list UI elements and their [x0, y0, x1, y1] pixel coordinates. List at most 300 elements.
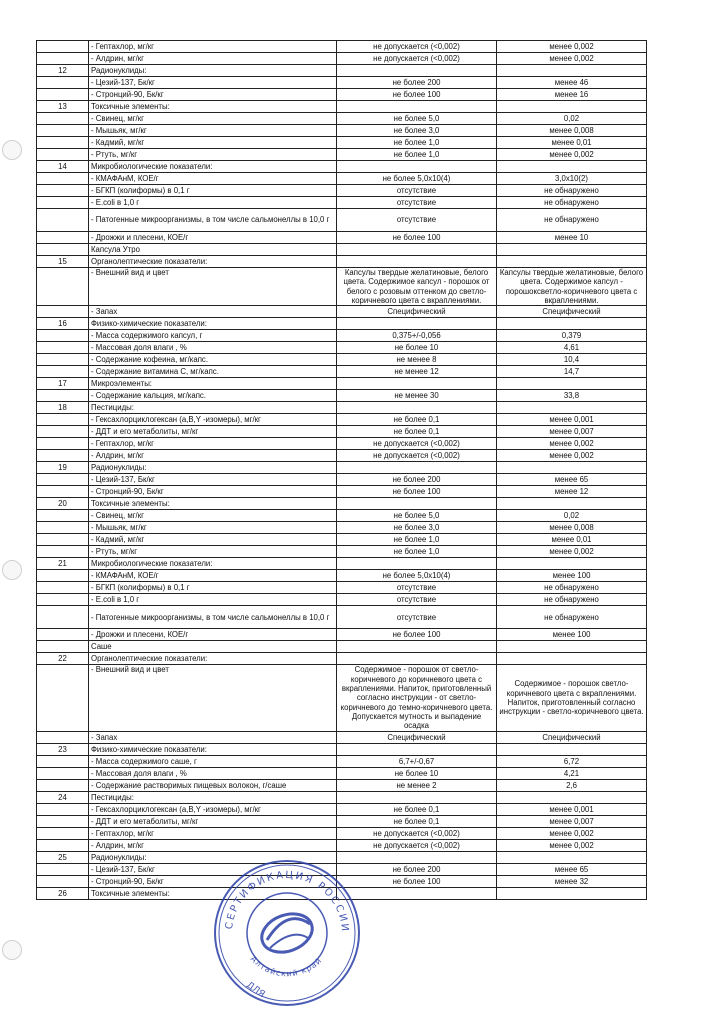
norm-value: отсутствие — [337, 594, 497, 606]
actual-value: менее 12 — [497, 486, 647, 498]
indicator-name: - Свинец, мг/кг — [89, 510, 337, 522]
stamp-bottom-text: Алтайский край — [248, 954, 324, 979]
norm-value — [337, 641, 497, 653]
indicator-name: - Дрожжи и плесени, КОЕ/г — [89, 629, 337, 641]
indicator-name: - Внешний вид и цвет — [89, 665, 337, 731]
section-title: Микроэлементы: — [89, 378, 337, 390]
row-number — [37, 77, 89, 89]
norm-value: не более 100 — [337, 232, 497, 244]
actual-value: менее 10 — [497, 232, 647, 244]
section-row — [37, 101, 647, 113]
norm-value — [337, 244, 497, 256]
result-row — [37, 731, 647, 743]
row-number — [37, 41, 89, 53]
norm-value: не менее 2 — [337, 779, 497, 791]
indicator-name: - БГКП (колиформы) в 0,1 г — [89, 582, 337, 594]
section-title: Саше — [89, 641, 337, 653]
row-number: 17 — [37, 378, 89, 390]
result-row — [37, 366, 647, 378]
result-row — [37, 450, 647, 462]
indicator-name: - КМАФАнМ, КОЕ/г — [89, 570, 337, 582]
section-row — [37, 402, 647, 414]
norm-value — [337, 653, 497, 665]
row-number — [37, 546, 89, 558]
norm-value: не более 100 — [337, 89, 497, 101]
result-row — [37, 582, 647, 594]
actual-value: менее 0,007 — [497, 815, 647, 827]
norm-value: отсутствие — [337, 606, 497, 629]
indicator-name: - Гептахлор, мг/кг — [89, 41, 337, 53]
norm-value — [337, 256, 497, 268]
row-number — [37, 414, 89, 426]
row-number — [37, 815, 89, 827]
row-number: 21 — [37, 558, 89, 570]
row-number — [37, 510, 89, 522]
result-row — [37, 767, 647, 779]
section-row — [37, 65, 647, 77]
norm-value — [337, 462, 497, 474]
row-number — [37, 731, 89, 743]
section-row — [37, 318, 647, 330]
result-row — [37, 113, 647, 125]
indicator-name: - Содержание кофеина, мг/капс. — [89, 354, 337, 366]
actual-value: 3,0х10(2) — [497, 173, 647, 185]
section-title: Физико-химические показатели: — [89, 318, 337, 330]
norm-value: не допускается (<0,002) — [337, 450, 497, 462]
section-row — [37, 244, 647, 256]
result-row — [37, 197, 647, 209]
indicator-name: - ДДТ и его метаболиты, мг/кг — [89, 426, 337, 438]
norm-value: не менее 12 — [337, 366, 497, 378]
indicator-name: - Гексахлорциклогексан (a,B,Y -изомеры), мг/кг — [89, 803, 337, 815]
norm-value: не более 1,0 — [337, 137, 497, 149]
indicator-name: - Содержание кальция, мг/капс. — [89, 390, 337, 402]
indicator-name: - Стронций-90, Бк/кг — [89, 486, 337, 498]
punch-holes — [2, 0, 22, 1024]
row-number — [37, 827, 89, 839]
actual-value: менее 0,008 — [497, 125, 647, 137]
section-row — [37, 378, 647, 390]
section-title: Токсичные элементы: — [89, 101, 337, 113]
actual-value: менее 0,002 — [497, 438, 647, 450]
indicator-name: - Ртуть, мг/кг — [89, 149, 337, 161]
result-row — [37, 755, 647, 767]
row-number — [37, 438, 89, 450]
row-number — [37, 354, 89, 366]
actual-value: 14,7 — [497, 366, 647, 378]
result-row — [37, 827, 647, 839]
actual-value: 6,72 — [497, 755, 647, 767]
indicator-name: - Массовая доля влаги , % — [89, 767, 337, 779]
indicator-name: - Дрожжи и плесени, КОЕ/г — [89, 232, 337, 244]
result-row — [37, 125, 647, 137]
norm-value: не более 200 — [337, 474, 497, 486]
result-row — [37, 149, 647, 161]
row-number — [37, 450, 89, 462]
section-row — [37, 462, 647, 474]
row-number: 26 — [37, 887, 89, 899]
row-number — [37, 244, 89, 256]
row-number: 19 — [37, 462, 89, 474]
indicator-name: - Запах — [89, 306, 337, 318]
actual-value: 0,02 — [497, 510, 647, 522]
result-row — [37, 629, 647, 641]
norm-value — [337, 101, 497, 113]
actual-value: 4,61 — [497, 342, 647, 354]
actual-value: 0,379 — [497, 330, 647, 342]
row-number — [37, 390, 89, 402]
norm-value: не менее 30 — [337, 390, 497, 402]
result-row — [37, 815, 647, 827]
norm-value: не более 100 — [337, 629, 497, 641]
section-row — [37, 558, 647, 570]
indicator-name: - Гептахлор, мг/кг — [89, 827, 337, 839]
actual-value: менее 0,002 — [497, 149, 647, 161]
norm-value: отсутствие — [337, 209, 497, 232]
indicator-name: - Массовая доля влаги , % — [89, 342, 337, 354]
row-number — [37, 149, 89, 161]
actual-value: не обнаружено — [497, 606, 647, 629]
row-number — [37, 53, 89, 65]
row-number — [37, 755, 89, 767]
section-row — [37, 743, 647, 755]
row-number: 14 — [37, 161, 89, 173]
row-number — [37, 342, 89, 354]
actual-value: не обнаружено — [497, 185, 647, 197]
row-number — [37, 839, 89, 851]
actual-value: не обнаружено — [497, 197, 647, 209]
norm-value: отсутствие — [337, 582, 497, 594]
section-title: Радионуклиды: — [89, 851, 337, 863]
result-row — [37, 173, 647, 185]
punch-hole — [2, 560, 22, 580]
result-row — [37, 803, 647, 815]
indicator-name: - Кадмий, мг/кг — [89, 534, 337, 546]
actual-value: менее 0,002 — [497, 41, 647, 53]
indicator-name: - Мышьяк, мг/кг — [89, 125, 337, 137]
result-row — [37, 414, 647, 426]
actual-value: не обнаружено — [497, 582, 647, 594]
result-row — [37, 137, 647, 149]
actual-value: 33,8 — [497, 390, 647, 402]
row-number — [37, 641, 89, 653]
result-row — [37, 534, 647, 546]
section-row — [37, 498, 647, 510]
row-number — [37, 209, 89, 232]
row-number — [37, 306, 89, 318]
result-row — [37, 77, 647, 89]
punch-hole — [2, 140, 22, 160]
section-title: Радионуклиды: — [89, 65, 337, 77]
test-results-table — [36, 40, 647, 900]
result-row — [37, 570, 647, 582]
actual-value: менее 65 — [497, 863, 647, 875]
indicator-name: - Патогенные микроорганизмы, в том числе сальмонеллы в 10,0 г — [89, 209, 337, 232]
row-number — [37, 366, 89, 378]
norm-value: не менее 8 — [337, 354, 497, 366]
indicator-name: - Гептахлор, мг/кг — [89, 438, 337, 450]
actual-value: менее 0,001 — [497, 414, 647, 426]
section-title: Пестициды: — [89, 791, 337, 803]
row-number — [37, 779, 89, 791]
actual-value — [497, 402, 647, 414]
indicator-name: - БГКП (колиформы) в 0,1 г — [89, 185, 337, 197]
row-number: 15 — [37, 256, 89, 268]
norm-value: не более 0,1 — [337, 426, 497, 438]
actual-value: менее 16 — [497, 89, 647, 101]
actual-value: менее 0,002 — [497, 827, 647, 839]
result-row — [37, 209, 647, 232]
actual-value — [497, 161, 647, 173]
actual-value — [497, 65, 647, 77]
norm-value: не допускается (<0,002) — [337, 41, 497, 53]
indicator-name: - Стронций-90, Бк/кг — [89, 89, 337, 101]
result-row — [37, 390, 647, 402]
row-number: 22 — [37, 653, 89, 665]
actual-value — [497, 101, 647, 113]
norm-value: не допускается (<0,002) — [337, 53, 497, 65]
section-title: Токсичные элементы: — [89, 498, 337, 510]
result-row — [37, 306, 647, 318]
actual-value — [497, 498, 647, 510]
result-row — [37, 89, 647, 101]
row-number: 16 — [37, 318, 89, 330]
indicator-name: - Внешний вид и цвет — [89, 268, 337, 306]
indicator-name: - E.coli в 1,0 г — [89, 594, 337, 606]
norm-value: отсутствие — [337, 197, 497, 209]
actual-value: менее 65 — [497, 474, 647, 486]
row-number — [37, 113, 89, 125]
norm-value: не допускается (<0,002) — [337, 839, 497, 851]
row-number — [37, 185, 89, 197]
row-number — [37, 89, 89, 101]
actual-value: не обнаружено — [497, 594, 647, 606]
norm-value: не более 100 — [337, 875, 497, 887]
row-number — [37, 534, 89, 546]
indicator-name: - Содержание растворимых пищевых волокон, г/саше — [89, 779, 337, 791]
row-number — [37, 767, 89, 779]
result-row — [37, 779, 647, 791]
norm-value: не допускается (<0,002) — [337, 827, 497, 839]
stamp-side-text: ДЛЯ — [244, 980, 267, 1000]
norm-value: не более 5,0х10(4) — [337, 570, 497, 582]
actual-value — [497, 887, 647, 899]
actual-value: не обнаружено — [497, 209, 647, 232]
actual-value — [497, 462, 647, 474]
result-row — [37, 342, 647, 354]
result-row — [37, 41, 647, 53]
result-row — [37, 665, 647, 731]
result-row — [37, 185, 647, 197]
row-number — [37, 426, 89, 438]
norm-value: не более 3,0 — [337, 125, 497, 137]
indicator-name: - Патогенные микроорганизмы, в том числе сальмонеллы в 10,0 г — [89, 606, 337, 629]
actual-value: 4,21 — [497, 767, 647, 779]
actual-value: менее 0,007 — [497, 426, 647, 438]
section-title: Радионуклиды: — [89, 462, 337, 474]
actual-value — [497, 791, 647, 803]
row-number — [37, 125, 89, 137]
indicator-name: - Гексахлорциклогексан (a,B,Y -изомеры), мг/кг — [89, 414, 337, 426]
norm-value: не допускается (<0,002) — [337, 438, 497, 450]
actual-value — [497, 244, 647, 256]
actual-value — [497, 653, 647, 665]
norm-value: не более 1,0 — [337, 149, 497, 161]
norm-value: Специфический — [337, 306, 497, 318]
indicator-name: - Цезий-137, Бк/кг — [89, 474, 337, 486]
row-number: 23 — [37, 743, 89, 755]
actual-value — [497, 256, 647, 268]
certification-stamp — [212, 858, 362, 1008]
norm-value: не более 0,1 — [337, 815, 497, 827]
norm-value — [337, 743, 497, 755]
actual-value: Капсулы твердые желатиновые, белого цвета. Содержимое капсул - порошоксветло-коричневого цвета с вкраплениями. — [497, 268, 647, 306]
row-number: 24 — [37, 791, 89, 803]
section-title: Пестициды: — [89, 402, 337, 414]
norm-value: не более 1,0 — [337, 546, 497, 558]
result-row — [37, 474, 647, 486]
actual-value: менее 0,002 — [497, 450, 647, 462]
row-number — [37, 875, 89, 887]
norm-value: отсутствие — [337, 185, 497, 197]
actual-value: менее 0,002 — [497, 839, 647, 851]
row-number — [37, 594, 89, 606]
row-number — [37, 486, 89, 498]
section-title: Токсичные элементы: — [89, 887, 337, 899]
result-row — [37, 510, 647, 522]
indicator-name: - Алдрин, мг/кг — [89, 53, 337, 65]
result-row — [37, 594, 647, 606]
section-row — [37, 653, 647, 665]
indicator-name: - Кадмий, мг/кг — [89, 137, 337, 149]
row-number — [37, 137, 89, 149]
section-title: Физико-химические показатели: — [89, 743, 337, 755]
row-number — [37, 197, 89, 209]
result-row — [37, 232, 647, 244]
result-row — [37, 606, 647, 629]
actual-value: менее 0,002 — [497, 53, 647, 65]
norm-value — [337, 65, 497, 77]
actual-value: менее 0,01 — [497, 534, 647, 546]
row-number — [37, 803, 89, 815]
section-title: Микробиологические показатели: — [89, 558, 337, 570]
norm-value: не более 0,1 — [337, 803, 497, 815]
indicator-name: - E.coli в 1,0 г — [89, 197, 337, 209]
actual-value: менее 100 — [497, 570, 647, 582]
row-number — [37, 629, 89, 641]
result-row — [37, 330, 647, 342]
actual-value — [497, 851, 647, 863]
norm-value: не более 5,0х10(4) — [337, 173, 497, 185]
row-number — [37, 570, 89, 582]
section-title: Микробиологические показатели: — [89, 161, 337, 173]
actual-value: менее 0,008 — [497, 522, 647, 534]
actual-value — [497, 641, 647, 653]
indicator-name: - Цезий-137, Бк/кг — [89, 863, 337, 875]
norm-value: не более 100 — [337, 486, 497, 498]
norm-value: не более 0,1 — [337, 414, 497, 426]
actual-value: 2,6 — [497, 779, 647, 791]
norm-value: не более 10 — [337, 767, 497, 779]
norm-value: Содержимое - порошок от светло-коричневого до коричневого цвета с вкраплениями. Напиток, приготовленный согласно инструкции - от светло-коричневого до темно-коричневого цвета. Допускается мутность и выпадение осадка — [337, 665, 497, 731]
indicator-name: - Ртуть, мг/кг — [89, 546, 337, 558]
indicator-name: - Масса содержимого саше, г — [89, 755, 337, 767]
norm-value — [337, 161, 497, 173]
actual-value: Содержимое - порошок светло-коричневого цвета с вкраплениями. Напиток, приготовленный согласно инструкции - светло-коричневого цвета. — [497, 665, 647, 731]
indicator-name: - Масса содержимого капсул, г — [89, 330, 337, 342]
row-number — [37, 330, 89, 342]
row-number — [37, 268, 89, 306]
indicator-name: - Цезий-137, Бк/кг — [89, 77, 337, 89]
result-row — [37, 426, 647, 438]
indicator-name: - Запах — [89, 731, 337, 743]
actual-value: Специфический — [497, 731, 647, 743]
actual-value: менее 32 — [497, 875, 647, 887]
punch-hole — [2, 940, 22, 960]
section-title: Капсула Утро — [89, 244, 337, 256]
norm-value: не более 1,0 — [337, 534, 497, 546]
row-number — [37, 522, 89, 534]
indicator-name: - ДДТ и его метаболиты, мг/кг — [89, 815, 337, 827]
norm-value — [337, 402, 497, 414]
actual-value — [497, 743, 647, 755]
section-row — [37, 161, 647, 173]
norm-value: не более 10 — [337, 342, 497, 354]
result-row — [37, 354, 647, 366]
norm-value: не более 200 — [337, 863, 497, 875]
row-number — [37, 863, 89, 875]
actual-value: менее 0,001 — [497, 803, 647, 815]
result-row — [37, 438, 647, 450]
indicator-name: - КМАФАнМ, КОЕ/г — [89, 173, 337, 185]
section-row — [37, 791, 647, 803]
norm-value — [337, 378, 497, 390]
norm-value — [337, 498, 497, 510]
result-row — [37, 486, 647, 498]
norm-value — [337, 318, 497, 330]
norm-value: 6,7+/-0,67 — [337, 755, 497, 767]
row-number — [37, 665, 89, 731]
row-number — [37, 606, 89, 629]
indicator-name: - Мышьяк, мг/кг — [89, 522, 337, 534]
actual-value: Специфический — [497, 306, 647, 318]
norm-value: 0,375+/-0,056 — [337, 330, 497, 342]
row-number: 13 — [37, 101, 89, 113]
result-row — [37, 839, 647, 851]
actual-value — [497, 558, 647, 570]
actual-value: 0,02 — [497, 113, 647, 125]
actual-value: менее 100 — [497, 629, 647, 641]
result-row — [37, 546, 647, 558]
section-row — [37, 256, 647, 268]
row-number: 20 — [37, 498, 89, 510]
norm-value: не более 5,0 — [337, 113, 497, 125]
section-title: Органолептические показатели: — [89, 653, 337, 665]
actual-value: менее 0,002 — [497, 546, 647, 558]
norm-value: не более 5,0 — [337, 510, 497, 522]
row-number: 25 — [37, 851, 89, 863]
norm-value — [337, 791, 497, 803]
norm-value — [337, 558, 497, 570]
actual-value: менее 0,01 — [497, 137, 647, 149]
norm-value: не более 3,0 — [337, 522, 497, 534]
indicator-name: - Алдрин, мг/кг — [89, 839, 337, 851]
actual-value — [497, 318, 647, 330]
section-title: Органолептические показатели: — [89, 256, 337, 268]
row-number — [37, 474, 89, 486]
row-number — [37, 173, 89, 185]
indicator-name: - Содержание витамина С, мг/капс. — [89, 366, 337, 378]
